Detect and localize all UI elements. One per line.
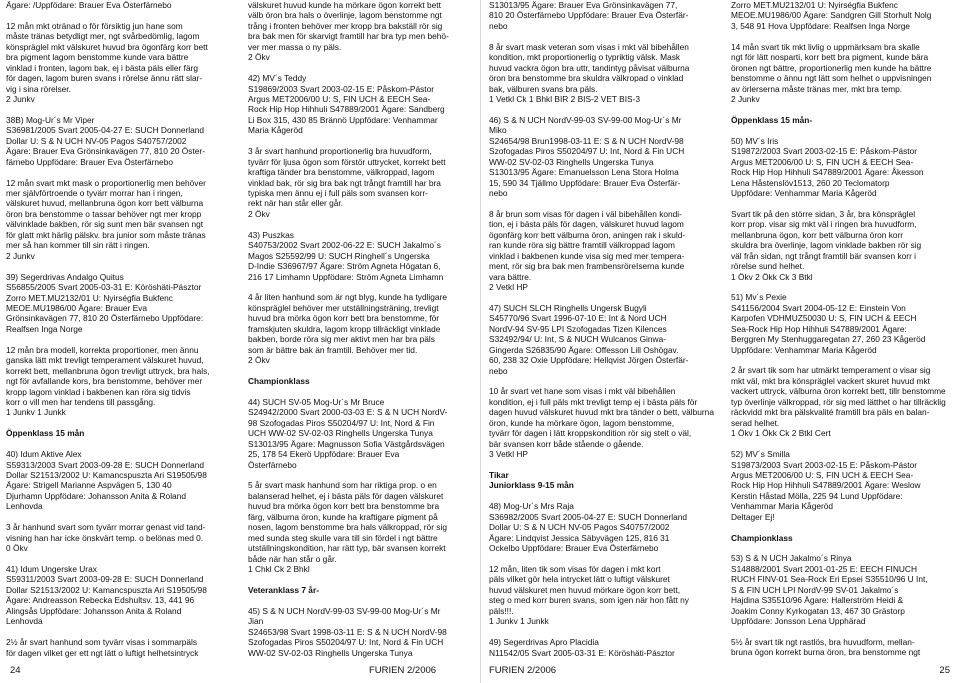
entry-paragraph: 44) SUCH SV-05 Mog-Ur´s Mr Bruce S24942/2000 Svart 2000-03-03 E: S & N UCH NordV- 98 Szofogadas Piros S50204/97 U: Int, Nord & Fin UCH WW-02 SV-02-03 Ringhells Ungerska Tunya S13013/95 Ägare: Magnusson Sofia Västgårdsvägen 25, 178 54 Ekerö Uppfödare: Brauer Eva Österfärnebo	[248, 396, 448, 470]
section-heading: Veteranklass 7 år-	[248, 584, 319, 595]
column-4	[731, 0, 956, 658]
section-heading: Öppenklass 15 mån-	[731, 114, 813, 125]
entry-paragraph: 2 år svart tik som har utmärkt temperament o visar sig mkt väl, mkt bra könspräglel vackert skuret huvud mkt vackert uttryck, välburna öron korrekt bett, tillr benstomme typ överlinje välkroppad, rör sig med lätthet o har tillräcklig räckvidd mkt bra pälskvalité framtill bra päls en balan- serad helhet. 1 Ökv 1 Ökk Ck 2 Btkl Cert	[731, 365, 946, 439]
entry-paragraph: välskuret huvud kunde ha mörkare ögon korrekt bett välb öron bra hals o överlinje, lagom benstomme ngt trång i fronten behöver mer kropp bra bakställ rör sig bra bak men för skarvigt framtill har bra typ men behö- ver mer massa o ny päls. 2 Ökv	[248, 0, 449, 63]
section-heading: Championklass	[731, 532, 793, 543]
entry-paragraph: 43) Puszkas S40753/2002 Svart 2002-06-22 E: SUCH Jakalmo´s Magos S25592/99 U: SUCH Ringhell´s Ungerska D-Indie S36967/97 Ägare: Ström Agneta Högatan 6, 216 17 Limhamn Uppfödare: Ström Agneta Limhamn	[248, 229, 444, 282]
entry-paragraph: 3 år hanhund svart som tyvärr morrar genast vid tand- visning han har icke önskvärt temp. o belönas med 0. 0 Ökv	[6, 522, 206, 554]
entry-paragraph: 42) MV´s Teddy S19869/2003 Svart 2003-02-15 E: Påskom-Pástor Argus MET2006/00 U: S, FIN UCH & EECH Sea- Rock Hip Hop Hihhuli S47889/2001 Ägare: Sandberg Li Box 315, 430 85 Brännö Uppfödare: Venhammar Maria Kågeröd	[248, 73, 445, 136]
entry-paragraph: 12 mån bra modell, korrekta proportioner, men ännu ganska lätt mkt trevligt temperament välskuret huvud, korrekt bett, mellanbruna ögon trevligt uttryck, bra hals, ngt för avfallande kors, bra benstomme, behöver mer kropp lagom vinklad i bakbenen kan röra sig tidvis korr o vill men har tendens till passgång. 1 Junkv 1 Junkk	[6, 344, 210, 418]
entry-paragraph: Zorro MET.MU2132/01 U: Nyirségfia Bukfenc MEOE.MU1986/00 Ägare: Sandgren Gill Storhult Nolg 3, 548 91 Hova Uppfödare: Realfsen Inga Norge	[731, 0, 932, 31]
entry-paragraph: 46) S & N UCH NordV-99-03 SV-99-00 Mog-Ur´s Mr Miko S24654/98 Brun1998-03-11 E: S & N UCH NordV-98 Szofogadas Piros S50204/97 U: Int, Nord & Fin UCH WW-02 SV-02-03 Ringhells Ungerska Tunya S13013/95 Ägare: Emanuelsson Lena Stora Holma 15, 590 34 Tjällmo Uppfödare: Brauer Eva Österfär- nebo	[489, 114, 685, 199]
entry-paragraph: 5½ år svart tik ngt rastlös, bra huvudform, mellan- bruna ögon korrekt burna öron, bra benstomme ngt	[731, 637, 921, 658]
page-number-left: 24	[10, 665, 21, 676]
entry-paragraph: 2½ år svart hanhund som tyvärr visas i sommarpäls för dagen vilket ger ett ngt lätt o luftigt helhetsintryck	[6, 637, 199, 658]
section-heading: Öppenklass 15 mån	[6, 428, 85, 439]
entry-paragraph: 45) S & N UCH NordV-99-03 SV-99-00 Mog-Ur´s Mr Jian S24653/98 Svart 1998-03-11 E: S & N UCH NordV-98 Szofogadas Piros S50204/97 U: Int, Nord & Fin UCH WW-02 SV-02-03 Ringhells Ungerska Tunya	[248, 605, 447, 658]
entry-paragraph: 51) Mv´s Pexie S41156/2004 Svart 2004-05-12 E: Einstein Von Karpofen VDHMUZ50030 U: S, FIN UCH & EECH Sea-Rock Hip Hop Hihhuli S47889/2001 Ägare: Berggren My Stenhuggaregatan 27, 260 23 Kågeröd Uppfödare: Venhammar Maria Kågeröd	[731, 292, 926, 355]
entry-paragraph: 4 år liten hanhund som är ngt blyg, kunde ha tydligare könspräglel behöver mer utställningsträning, trevligt huvud bra mörka ögon korr bett bra benstomme, för framskjuten skuldra, lagom kropp tillräckligt vinklade bakben, borde röra sig mer aktivt men har bra päls som är bättre bak än framtill. Behöver mer tid. 2 Ökv	[248, 292, 447, 366]
entry-paragraph: 47) SUCH SLCH Ringhells Ungersk Bugyli S45770/96 Svart 1996-07-10 E: Int & Nord UCH NordV-94 SV-95 LPI Szofogadas Tizen Kilences S32492/94/ U: Int, S & NUCH Wulcanos Ginwa- Gingerda S26835/90 Ägare: Offesson Lill Oshögav. 60, 238 32 Oxie Uppfödare: Hellqvist Jörgen Österfär- nebo	[489, 302, 689, 376]
entry-paragraph: 48) Mog-Ur´s Mrs Raja S36982/2005 Svart 2005-04-27 E: SUCH Donnerland Dollar U: S & N UCH NV-05 Pagos S40757/2002 Ägare: Lindqvist Jessica Säbyvägen 125, 816 31 Ockelbo Uppfödare: Brauer Eva Österfärnebo	[489, 501, 688, 554]
column-2	[248, 0, 473, 658]
column-3	[489, 0, 714, 658]
magazine-title-left: FURIEN 2/2006	[369, 665, 437, 676]
entry-paragraph: 53) S & N UCH Jakalmo´s Rinya S14888/2001 Svart 2001-01-25 E: EECH FINUCH RUCH FINV-01 Sea-Rock Eri Epsei S35510/96 U Int, S & FIN UCH LPI NordV-99 SV-01 Jakalmo´s Hajdina S35510/96 Ägare: Hallerström Heidi & Joakim Conny Kyrkogatan 13, 467 30 Grästorp Uppfödare: Jonsson Lena Upphärad	[731, 553, 928, 627]
entry-paragraph: 8 år brun som visas för dagen i väl bibehållen kondi- tion, ej i bästa päls för dagen, välskuret huvud lagom ögonfärg korr bett välburna öron, aningen rak i skuld- ran kunde röra sig bättre framtill välkroppad lagom vinklad i bakbenen kunde visa sig med mer tempera- ment, rör sig bra bak men frambensröreIserna kunde vara bättre. 2 Vetkl HP	[489, 208, 686, 293]
entry-paragraph: 5 år svart mask hanhund som har riktiga prop. o en balanserad helhet, ej i bästa päls för dagen välskuret huvud bra mörka ögon korr bett bra benstomme bra färg, välburna öron, kunde ha kraftigare pigment på nosen, lagom benstomme bra hals välkroppad, rör sig med sunda steg skulle vara till sin fördel i ngt bättre utställningskondition, har rätt typ, bär svansen korrekt både när han står o går. 1 Chkl Ck 2 Bhkl	[248, 480, 447, 575]
entry-paragraph: 10 år svart vet hane som visas i mkt väl bibehållen kondition, ej i full päls mkt trevligt temp ej i bästa päls för dagen huvud välskuret huvud mkt bra tänder o bett, välburna öron, kunde ha mörkare ögon, lagom benstomme, tyvärr för dagen i lätt kroppskondition rör sig stelt o väl, bär svansen korr både stående o gående. 3 Vetkl HP	[489, 386, 714, 460]
entry-paragraph: 39) Segerdrivas Andalgo Quitus S56855/2005 Svart 2005-03-31 E: Köröshäti-Pásztor Zorro MET.MU2132/01 U: Nyirségfia Bukfenc MEOE.MU1986/00 Ägare: Brauer Eva Grönsinkavägen 77, 810 20 Österfärnebo Uppfödare: Realfsen Inga Norge	[6, 271, 204, 334]
entry-paragraph: 14 mån svart tik mkt livlig o uppmärksam bra skalle ngt för lätt nosparti, korr bett bra pigment, kunde bära öronen ngt bättre, proportionerlig men kunde ha bättre benstomme o ännu ngt lätt som helhet o uppvisningen av örlerserna måste tränas mer, mkt bra temp. 2 Junkv	[731, 41, 932, 105]
entry-paragraph: S13013/95 Ägare: Brauer Eva Grönsinkavägen 77, 810 20 Österfärnebo Uppfödare: Brauer Eva Österfär- nebo	[489, 0, 689, 31]
entry-paragraph: 8 år svart mask veteran som visas i mkt väl bibehållen kondition, mkt proportionerlig o typriktig välsk. Mask huvud vackra ögon bra uttr, tandintyg påvisat välburna öron bra benstomme bra skuldra välkropad o vinklad bak, välburen svans bra päls. 1 Vetkl Ck 1 Bhkl BIR 2 BIS-2 VET BIS-3	[489, 41, 690, 105]
entry-paragraph: 12 mån, liten tik som visas för dagen i mkt kort päls vilket gör hela intrycket lätt o luftigt välskuret huvud välskuret men huvud mörkare ögon korr bett, steg o med korr buren svans, som igen när hon fått ny päls!!!. 1 Junkv 1 Junkk	[489, 563, 689, 627]
entry-paragraph: 3 år svart hanhund proportionerlig bra huvudform, tyvärr för ljusa ögon som förstör uttrycket, korrekt bett kraftiga tänder bra benstomme, välkroppad, lagom vinklad bak, rör sig bra bak ngt trångt framtill har bra typiska men ännu ej i full päls som svansen korr- rekt när han står eller går. 2 Ökv	[248, 146, 446, 219]
entry-paragraph: Ägare: /Uppfödare: Brauer Eva Österfärnebo 12 mån mkt otränad o för försiktig jun hane som måste tränas betydligt mer, ngt svårbedömlig, lagom könspräglel mkt välskuret huvud bra ögonfärg korr bett bra pigment lagom benstomme kunde vara bättre vinklad i fronten, lagom bak, ej i bästa päls eller färg för dagen, lagom buren svans i rörelse ännu rätt slar- vig i sina rörelser. 2 Junkv	[6, 0, 208, 105]
page-gutter	[480, 0, 481, 683]
entry-paragraph: 41) Idum Ungerske Urax S59311/2003 Svart 2003-09-28 E: SUCH Donnerland Dollar S21513/2002 U: Kamancspuszta Ari S19505/98 Ägare: Andreasson Rebecka Edshultsv. 13, 441 96 Alingsås Uppfödare: Johansson Anita & Roland Lenhovda	[6, 563, 207, 627]
entry-paragraph: 12 mån svart mkt mask o proportionerlig men behöver mer självförtroende o tyvärr morrar han i ringen, välskuret huvud, mellanbruna ögon korr bett välburna öron bra benstomme o tassar behöver ngt mer kropp välvinklade bakben, rör sig sunt men bär svansen ngt för glatt mkt härlig pälskv. bra junior som måste tränas mer så han kommer till sin rätt i ringen. 2 Junkv	[6, 177, 206, 261]
section-heading: Championklass	[248, 376, 310, 386]
entry-paragraph: 38B) Mog-Ur´s Mr Viper S36981/2005 Svart 2005-04-27 E: SUCH Donnerland Dollar U: S & N UCH NV-05 Pagos S40757/2002 Ägare: Brauer Eva Grönsinkavägen 77, 810 20 Öster- färnebo Uppfödare: Brauer Eva Österfärnebo	[6, 114, 205, 167]
column-1	[6, 0, 231, 658]
page-number-right: 25	[939, 665, 950, 676]
entry-paragraph: 40) Idum Aktive Alex S59313/2003 Svart 2003-09-28 E: SUCH Donnerland Dollar S21513/2002 U: Kamancspuszta Ari S19505/98 Ägare: Strigell Marianne Aspvägen 5, 130 40 Djurhamn Uppfödare: Johansson Anita & Roland Lenhovda	[6, 449, 207, 512]
entry-paragraph: 50) MV´s Iris S19872/2003 Svart 2003-02-15 E: Påskom-Pástor Argus MET2006/00 U: S, FIN UCH & EECH Sea- Rock Hip Hop Hihhuli S47889/2001 Ägare: Åkesson Lena Håstenslöv1513, 260 20 Teclomatorp Uppfödare: Venhammar Maria Kågeröd	[731, 135, 924, 198]
entry-paragraph: 52) MV´s Smilla S19873/2003 Svart 2003-02-15 E: Påskom-Pástor Argus MET2006/00 U: S, FIN UCH & EECH Sea- Rock Hip Hop Hihhuli S47889/2001 Ägare: Weslow Kerstin Håstad Mölla, 225 94 Lund Uppfödare: Venhammar Maria Kågeröd Deltager Ej!	[731, 449, 921, 522]
section-heading: Tikar Juniorklass 9-15 mån	[489, 470, 574, 491]
entry-paragraph: 49) Segerdrivas Apro Placidia N11542/05 Svart 2005-03-31 E: Köröshäti-Pásztor	[489, 637, 675, 658]
entry-paragraph: Svart tik på den större sidan, 3 år, bra könspräglel korr prop. visar sig mkt väl i ringen bra huvudform, mellanbruna ögon, korr bett välburna öron korr skuldra bra överlinje, lagom vinklade bakben rör sig väl från sidan, ngt trångt framtill bär svansen korr i rörelse sund helhet. 1 Ökv 2 Ökk Ck 3 Btkl	[731, 208, 922, 282]
magazine-title-right: FURIEN 2/2006	[489, 665, 557, 676]
